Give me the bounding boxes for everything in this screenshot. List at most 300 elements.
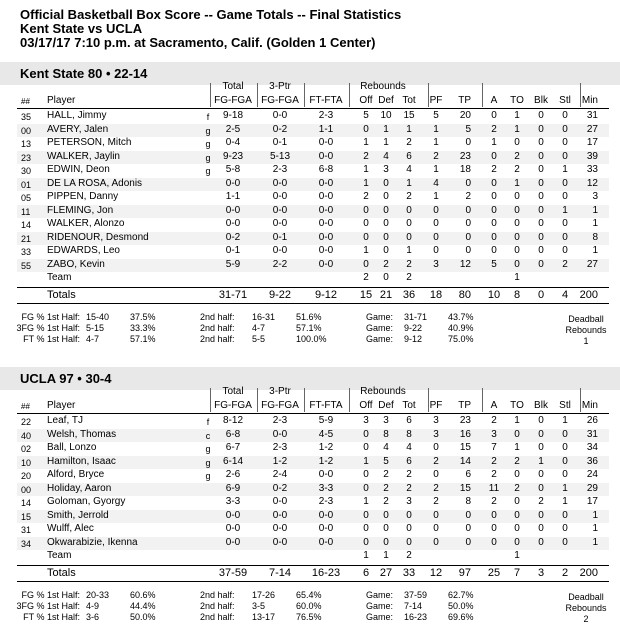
stat-ft: 0-0 [318, 245, 334, 256]
stat-tot: 2 [406, 272, 412, 283]
stat-pf: 0 [433, 218, 439, 229]
total-a: 25 [487, 566, 501, 579]
stat-blk: 0 [538, 482, 544, 494]
pct-label: FG % 1st Half: [21, 311, 80, 322]
stat-def: 5 [383, 455, 389, 467]
stat-off: 2 [363, 191, 369, 202]
stat-ft: 2-3 [318, 496, 334, 507]
stat-tot: 2 [406, 258, 412, 270]
stat-stl: 0 [562, 137, 568, 148]
stat-fg3: 0-0 [272, 177, 288, 189]
player-number: 33 [21, 247, 32, 257]
stat-blk: 0 [538, 123, 544, 135]
pct-label: FT % 1st Half: [23, 333, 80, 344]
stat-fg: 0-0 [225, 204, 241, 216]
totals-rule [17, 565, 609, 566]
pct-half2-percent: 100.0% [296, 333, 327, 344]
stat-def: 0 [383, 245, 389, 256]
pct-half2-label: 2nd half: [200, 589, 235, 600]
player-name: AVERY, Jalen [47, 123, 109, 135]
stat-fg3: 0-0 [272, 110, 288, 121]
stat-pf: 0 [433, 442, 439, 453]
stat-def: 0 [383, 218, 389, 229]
stat-tp: 0 [465, 509, 471, 521]
player-number: 05 [21, 193, 32, 203]
pct-half2-label: 2nd half: [200, 322, 235, 333]
stat-tp: 16 [459, 428, 471, 440]
total-blk: 0 [537, 288, 545, 301]
stat-fg: 6-14 [222, 455, 244, 467]
col-min: Min [581, 95, 598, 106]
player-name: Wulff, Alec [47, 523, 94, 534]
stat-def: 0 [383, 231, 389, 243]
stat-blk: 0 [538, 204, 544, 216]
team-title: UCLA 97 • 30-4 [20, 371, 112, 386]
deadball-label: Deadball [568, 591, 604, 602]
stat-fg: 0-2 [225, 231, 241, 243]
player-name: Team [47, 272, 72, 283]
col-def: Def [378, 400, 394, 411]
stat-fg: 0-0 [225, 509, 241, 521]
player-position: g [205, 152, 211, 163]
stat-fg: 0-0 [225, 177, 241, 189]
pct-half2-percent: 76.5% [296, 611, 322, 622]
stat-pf: 5 [433, 110, 439, 121]
stat-ft: 0-0 [318, 469, 334, 480]
stat-pf: 4 [433, 177, 439, 189]
col-ft: FT-FTA [309, 400, 343, 411]
player-name: DE LA ROSA, Adonis [47, 177, 143, 189]
stat-fg3: 2-3 [272, 164, 288, 175]
stat-ft: 1-1 [318, 123, 334, 135]
stat-pf: 1 [433, 164, 439, 175]
stat-tot: 4 [406, 164, 412, 175]
stat-tot: 1 [406, 123, 412, 135]
column-rule [257, 83, 258, 107]
stat-a: 0 [491, 150, 497, 162]
stat-tot: 8 [406, 428, 412, 440]
stat-fg3: 2-3 [272, 442, 288, 453]
stat-ft: 0-0 [318, 509, 334, 521]
pct-half2: 16-31 [252, 311, 276, 322]
total-to: 7 [513, 566, 521, 579]
player-name: Ball, Lonzo [47, 442, 97, 453]
deadball-rebounds-value: 2 [583, 613, 589, 624]
stat-stl: 0 [562, 245, 568, 256]
stat-blk: 2 [538, 496, 544, 507]
player-number: 15 [21, 511, 32, 522]
stat-tot: 2 [406, 482, 412, 494]
stat-off: 3 [363, 415, 369, 426]
col-pf: PF [429, 400, 443, 411]
stat-min: 39 [586, 150, 598, 162]
stat-def: 0 [383, 523, 389, 534]
pct-game-percent: 43.7% [448, 311, 474, 322]
player-number: 00 [21, 484, 32, 495]
stat-stl: 0 [562, 191, 568, 202]
column-rule [304, 83, 305, 107]
stat-def: 0 [383, 204, 389, 216]
stat-min: 8 [592, 231, 598, 243]
pct-half2: 5-5 [252, 333, 266, 344]
stat-stl: 0 [562, 177, 568, 189]
player-name: RIDENOUR, Desmond [47, 231, 149, 243]
pct-label: FT % 1st Half: [23, 611, 80, 622]
stat-a: 0 [491, 536, 497, 548]
stat-min: 1 [592, 536, 598, 548]
pct-game: 9-12 [404, 333, 423, 344]
player-position: g [205, 471, 211, 481]
total-fg3: 9-22 [268, 288, 292, 301]
total-off: 15 [359, 288, 373, 301]
stat-def: 0 [383, 177, 389, 189]
stat-tp: 8 [465, 496, 471, 507]
stat-ft: 0-0 [318, 191, 334, 202]
stat-blk: 0 [538, 231, 544, 243]
player-position: g [205, 166, 211, 176]
stat-fg3: 0-1 [272, 137, 288, 148]
player-name: WALKER, Alonzo [47, 218, 125, 229]
stat-to: 2 [514, 150, 520, 162]
header-rule [17, 413, 609, 414]
stat-blk: 0 [538, 536, 544, 548]
stat-a: 0 [491, 231, 497, 243]
stat-tp: 23 [459, 415, 471, 426]
stat-blk: 0 [538, 164, 544, 175]
pct-game-percent: 69.6% [448, 611, 474, 622]
stat-blk: 0 [538, 442, 544, 453]
column-rule [304, 388, 305, 412]
stat-fg3: 0-0 [272, 204, 288, 216]
pct-half2-label: 2nd half: [200, 611, 235, 622]
deadball-rebounds-label: Rebounds [565, 324, 607, 335]
stat-tot: 4 [406, 442, 412, 453]
total-ft: 9-12 [314, 288, 338, 301]
stat-stl: 0 [562, 150, 568, 162]
total-off: 6 [362, 566, 370, 579]
stat-a: 7 [491, 442, 497, 453]
stat-blk: 0 [538, 150, 544, 162]
col-fg: FG-FGA [214, 95, 252, 106]
stat-ft: 3-3 [318, 482, 334, 494]
stat-ft: 0-0 [318, 150, 334, 162]
stat-off: 1 [363, 245, 369, 256]
stat-to: 0 [514, 245, 520, 256]
stat-a: 2 [491, 123, 497, 135]
stat-tp: 0 [465, 177, 471, 189]
deadball-rebounds-value: 1 [583, 335, 589, 346]
total-fg: 37-59 [218, 566, 248, 579]
col-stl: Stl [559, 95, 571, 106]
stat-tp: 0 [465, 536, 471, 548]
stat-tp: 2 [465, 191, 471, 202]
stat-stl: 0 [562, 455, 568, 467]
deadball-rebounds-label: Rebounds [565, 602, 607, 613]
stat-pf: 1 [433, 123, 439, 135]
stat-min: 12 [586, 177, 598, 189]
pct-half1: 4-7 [86, 333, 100, 344]
stat-fg3: 0-2 [272, 123, 288, 135]
stat-fg3: 0-0 [272, 536, 288, 548]
deadball-label: Deadball [568, 313, 604, 324]
col-player: Player [47, 400, 76, 411]
stat-blk: 0 [538, 509, 544, 521]
stat-to: 0 [514, 469, 520, 480]
col-num: ## [21, 97, 30, 106]
stat-def: 8 [383, 428, 389, 440]
pct-label: FG % 1st Half: [21, 589, 80, 600]
column-rule [482, 83, 483, 107]
total-fg: 31-71 [218, 288, 248, 301]
stat-off: 1 [363, 496, 369, 507]
pct-half2: 13-17 [252, 611, 276, 622]
pct-half2-percent: 60.0% [296, 600, 322, 611]
stat-tp: 12 [459, 258, 471, 270]
stat-tp: 0 [465, 231, 471, 243]
stat-a: 0 [491, 509, 497, 521]
report-title: Official Basketball Box Score -- Game Totals -- Final Statistics [20, 7, 402, 22]
stat-tot: 2 [406, 191, 412, 202]
stat-fg3: 0-0 [272, 191, 288, 202]
stat-off: 0 [363, 442, 369, 453]
col-to: TO [510, 95, 524, 106]
stat-min: 1 [592, 509, 598, 521]
column-rule [210, 388, 211, 412]
col-stl: Stl [559, 400, 571, 411]
total-blk: 3 [537, 566, 545, 579]
player-number: 14 [21, 498, 32, 508]
stat-stl: 1 [562, 164, 568, 175]
stat-tp: 0 [465, 218, 471, 229]
totals-bottom-rule [17, 303, 609, 304]
player-position: c [205, 430, 211, 441]
col-ft: FT-FTA [309, 95, 343, 106]
stat-to: 2 [514, 482, 520, 494]
total-stl: 2 [561, 566, 569, 579]
stat-off: 2 [363, 272, 369, 283]
stat-stl: 0 [562, 428, 568, 440]
stat-off: 5 [363, 110, 369, 121]
player-number: 40 [21, 430, 32, 441]
totals-bottom-rule [17, 581, 609, 582]
stat-pf: 0 [433, 204, 439, 216]
pct-game-percent: 40.9% [448, 322, 474, 333]
pct-game-label: Game: [366, 333, 394, 344]
pct-game: 16-23 [404, 611, 428, 622]
stat-ft: 2-3 [318, 110, 334, 121]
stat-fg3: 2-4 [272, 469, 288, 480]
stat-min: 27 [586, 123, 598, 135]
stat-tp: 23 [459, 150, 471, 162]
stat-fg3: 2-2 [272, 258, 288, 270]
stat-fg3: 2-3 [272, 415, 288, 426]
stat-tp: 0 [465, 245, 471, 256]
stat-off: 0 [363, 536, 369, 548]
stat-ft: 4-5 [318, 428, 334, 440]
stat-stl: 0 [562, 536, 568, 548]
stat-tot: 1 [406, 177, 412, 189]
pct-half2: 17-26 [252, 589, 276, 600]
pct-half2-label: 2nd half: [200, 333, 235, 344]
total-tot: 33 [402, 566, 416, 579]
pct-half1: 20-33 [86, 589, 110, 600]
player-name: ZABO, Kevin [47, 258, 105, 270]
stat-fg: 0-0 [225, 218, 241, 229]
stat-fg: 5-9 [225, 258, 241, 270]
stat-to: 1 [514, 272, 520, 283]
stat-a: 0 [491, 191, 497, 202]
stat-tot: 3 [406, 496, 412, 507]
stat-min: 1 [592, 218, 598, 229]
stat-pf: 2 [433, 150, 439, 162]
player-number: 23 [21, 152, 32, 163]
pct-half1: 5-15 [86, 322, 105, 333]
stat-to: 1 [514, 123, 520, 135]
stat-stl: 0 [562, 442, 568, 453]
stat-pf: 0 [433, 523, 439, 534]
stat-fg: 8-12 [222, 415, 244, 426]
stat-blk: 0 [538, 137, 544, 148]
stat-blk: 0 [538, 245, 544, 256]
pct-half2-label: 2nd half: [200, 311, 235, 322]
pct-game-percent: 62.7% [448, 589, 474, 600]
total-tp: 97 [458, 566, 471, 579]
col-group-total: Total [222, 81, 244, 92]
stat-ft: 1-2 [318, 455, 334, 467]
stat-to: 2 [514, 164, 520, 175]
stat-blk: 1 [538, 455, 544, 467]
stat-def: 2 [383, 482, 389, 494]
col-group-rebounds: Rebounds [360, 81, 406, 92]
stat-off: 1 [363, 177, 369, 189]
stat-a: 2 [491, 415, 497, 426]
stat-def: 4 [383, 442, 389, 453]
player-name: PETERSON, Mitch [47, 137, 132, 148]
stat-tot: 15 [403, 110, 415, 121]
total-def: 27 [379, 566, 393, 579]
stat-fg: 5-8 [225, 164, 241, 175]
stat-tot: 0 [406, 204, 412, 216]
stat-blk: 0 [538, 177, 544, 189]
stat-off: 0 [363, 523, 369, 534]
stat-to: 0 [514, 231, 520, 243]
stat-pf: 3 [433, 258, 439, 270]
stat-off: 1 [363, 164, 369, 175]
col-group-total: Total [222, 386, 244, 397]
stat-tot: 6 [406, 455, 412, 467]
column-rule [428, 388, 429, 412]
stat-min: 36 [586, 455, 598, 467]
stat-def: 3 [383, 415, 389, 426]
stat-fg: 0-1 [225, 245, 241, 256]
matchup: Kent State vs UCLA [20, 21, 143, 36]
stat-a: 0 [491, 204, 497, 216]
stat-tp: 6 [465, 469, 471, 480]
stat-ft: 5-9 [318, 415, 334, 426]
player-number: 30 [21, 166, 32, 176]
stat-blk: 0 [538, 415, 544, 426]
stat-to: 0 [514, 218, 520, 229]
player-number: 13 [21, 139, 32, 149]
stat-to: 0 [514, 258, 520, 270]
stat-tp: 0 [465, 137, 471, 148]
total-def: 21 [379, 288, 393, 301]
stat-stl: 0 [562, 509, 568, 521]
stat-ft: 0-0 [318, 231, 334, 243]
stat-off: 0 [363, 482, 369, 494]
col-group-3ptr: 3-Ptr [269, 386, 291, 397]
col-off: Off [359, 400, 373, 411]
stat-fg3: 0-1 [272, 231, 288, 243]
stat-pf: 0 [433, 509, 439, 521]
player-name: FLEMING, Jon [47, 204, 114, 216]
total-ft: 16-23 [311, 566, 341, 579]
stat-fg3: 0-0 [272, 428, 288, 440]
stat-min: 33 [586, 164, 598, 175]
stat-pf: 0 [433, 245, 439, 256]
stat-off: 1 [363, 455, 369, 467]
totals-label: Totals [47, 288, 76, 301]
stat-tp: 5 [465, 123, 471, 135]
stat-ft: 0-0 [318, 137, 334, 148]
col-off: Off [359, 95, 373, 106]
pct-game: 9-22 [404, 322, 423, 333]
stat-min: 1 [592, 245, 598, 256]
stat-def: 0 [383, 191, 389, 202]
col-group-rebounds: Rebounds [360, 386, 406, 397]
stat-a: 0 [491, 177, 497, 189]
stat-a: 0 [491, 110, 497, 121]
stat-to: 1 [514, 550, 520, 561]
pct-game-label: Game: [366, 311, 394, 322]
stat-to: 0 [514, 191, 520, 202]
stat-tp: 20 [459, 110, 471, 121]
stat-to: 1 [514, 442, 520, 453]
col-def: Def [378, 95, 394, 106]
stat-min: 26 [586, 415, 598, 426]
stat-fg: 0-0 [225, 523, 241, 534]
column-rule [257, 388, 258, 412]
stat-to: 0 [514, 536, 520, 548]
col-min: Min [581, 400, 598, 411]
total-a: 10 [487, 288, 501, 301]
total-tp: 80 [458, 288, 471, 301]
player-name: Goloman, Gyorgy [47, 496, 126, 507]
stat-pf: 0 [433, 469, 439, 480]
stat-tot: 0 [406, 509, 412, 521]
pct-half1-percent: 44.4% [130, 600, 156, 611]
player-name: Team [47, 550, 72, 561]
player-position: g [205, 125, 211, 136]
stat-fg3: 0-0 [272, 523, 288, 534]
stat-min: 31 [586, 110, 598, 121]
stat-stl: 2 [562, 258, 568, 270]
stat-pf: 2 [433, 496, 439, 507]
pct-half1-percent: 37.5% [130, 311, 156, 322]
player-name: EDWARDS, Leo [47, 245, 120, 256]
stat-blk: 0 [538, 469, 544, 480]
col-fg3: FG-FGA [261, 95, 299, 106]
total-pf: 18 [429, 288, 443, 301]
player-number: 10 [21, 457, 32, 468]
stat-pf: 3 [433, 428, 439, 440]
stat-off: 0 [363, 469, 369, 480]
col-to: TO [510, 400, 524, 411]
col-fg3: FG-FGA [261, 400, 299, 411]
player-number: 22 [21, 417, 32, 427]
stat-tp: 0 [465, 523, 471, 534]
stat-off: 0 [363, 509, 369, 521]
